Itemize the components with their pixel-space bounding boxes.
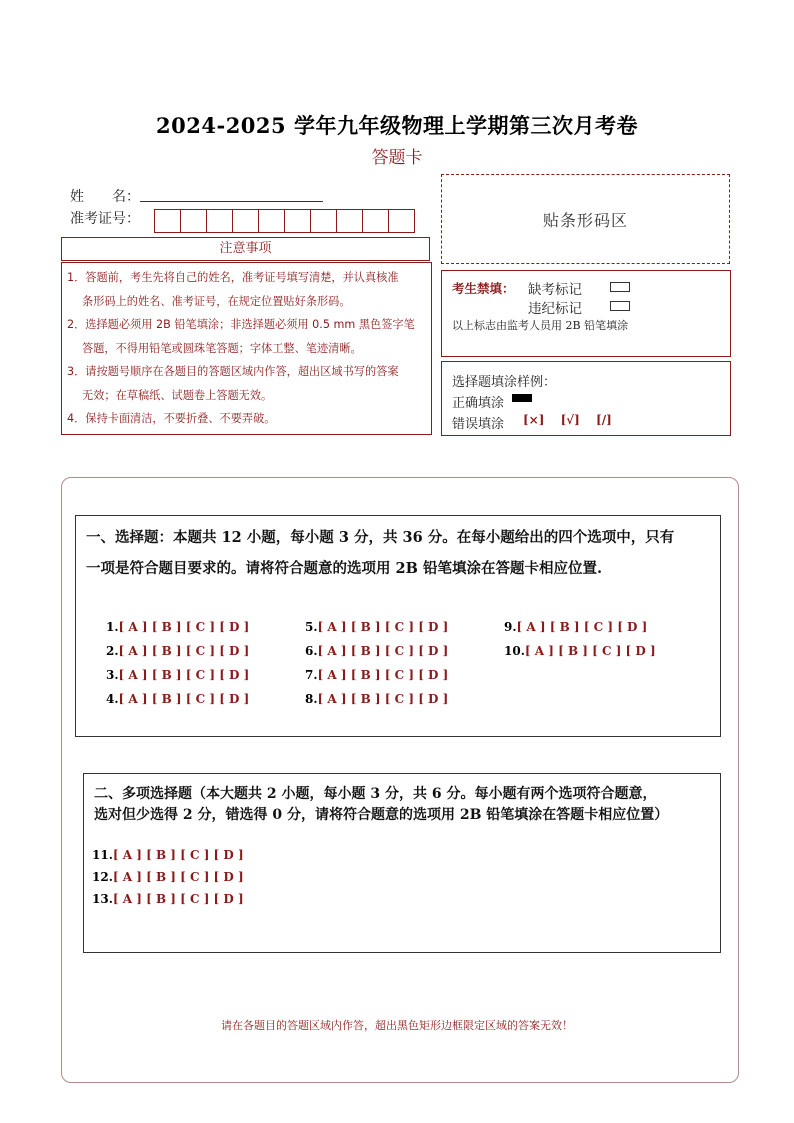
- exam-id-digit-box[interactable]: [232, 209, 259, 233]
- section-1-title-line1: 一、选择题：本题共 12 小题，每小题 3 分，共 36 分。在每小题给出的四个选项中，只有: [86, 529, 675, 546]
- absent-mark-label: 缺考标记: [528, 282, 582, 298]
- notice-item: 1．答题前，考生先将自己的姓名，准考证号填写清楚，并认真核准: [67, 271, 399, 284]
- section-2-title-line1: 二、多项选择题（本大题共 2 小题，每小题 3 分，共 6 分。每小题有两个选项符合题意，: [94, 786, 657, 802]
- section-1-box: [75, 515, 721, 737]
- question-row[interactable]: 1.[ A ] [ B ] [ C ] [ D ]: [106, 620, 250, 634]
- wrong-fill-marks: [523, 413, 624, 427]
- page-subtitle: 答题卡: [371, 148, 423, 168]
- notice-item: 答题，不得用铅笔或圆珠笔答题；字体工整、笔迹清晰。: [82, 341, 362, 355]
- exam-id-label: 准考证号：: [70, 211, 140, 227]
- question-row[interactable]: 5.[ A ] [ B ] [ C ] [ D ]: [305, 620, 449, 634]
- wrong-mark: [√]: [560, 413, 580, 427]
- correct-fill-mark: [512, 394, 532, 402]
- question-row[interactable]: 9.[ A ] [ B ] [ C ] [ D ]: [504, 620, 648, 634]
- absent-mark-box[interactable]: [610, 282, 630, 292]
- notice-heading: 注意事项: [61, 237, 430, 261]
- section-1-title-line2: 一项是符合题目要求的。请将符合题意的选项用 2B 铅笔填涂在答题卡相应位置.: [86, 560, 602, 577]
- question-row[interactable]: 3.[ A ] [ B ] [ C ] [ D ]: [106, 668, 250, 682]
- notice-body: [61, 262, 432, 435]
- exam-id-digit-box[interactable]: [388, 209, 415, 233]
- notice-item: 4．保持卡面清洁，不要折叠、不要弄破。: [67, 412, 276, 425]
- question-row[interactable]: 2.[ A ] [ B ] [ C ] [ D ]: [106, 644, 250, 658]
- exam-id-digit-box[interactable]: [362, 209, 389, 233]
- fill-sample-box: [441, 361, 731, 436]
- wrong-mark: [/]: [596, 413, 612, 427]
- name-label: 姓 名：: [70, 189, 140, 205]
- section-2-box: [83, 773, 721, 953]
- question-row[interactable]: 4.[ A ] [ B ] [ C ] [ D ]: [106, 692, 250, 706]
- exam-id-digit-box[interactable]: [180, 209, 207, 233]
- question-row[interactable]: 6.[ A ] [ B ] [ C ] [ D ]: [305, 644, 449, 658]
- examiner-only-box: [441, 270, 731, 357]
- barcode-label: 贴条形码区: [542, 210, 628, 230]
- question-row[interactable]: 12.[ A ] [ B ] [ C ] [ D ]: [92, 870, 244, 884]
- sample-title: 选择题填涂样例：: [452, 375, 557, 390]
- exam-id-digit-box[interactable]: [310, 209, 337, 233]
- exam-id-digit-box[interactable]: [258, 209, 285, 233]
- forbid-label: 考生禁填：: [452, 281, 515, 296]
- exam-id-digit-box[interactable]: [154, 209, 181, 233]
- violation-mark-box[interactable]: [610, 301, 630, 311]
- notice-item: 3．请按题号顺序在各题目的答题区域内作答，超出区域书写的答案: [67, 365, 399, 378]
- wrong-fill-label: 错误填涂: [452, 417, 505, 432]
- exam-id-digit-box[interactable]: [206, 209, 233, 233]
- exam-id-digit-box[interactable]: [284, 209, 311, 233]
- notice-item: 2．选择题必须用 2B 铅笔填涂；非选择题必须用 0.5 mm 黑色签字笔: [67, 318, 415, 331]
- question-row[interactable]: 10.[ A ] [ B ] [ C ] [ D ]: [504, 644, 656, 658]
- correct-fill-label: 正确填涂: [452, 396, 505, 411]
- page-title: 2024-2025 学年九年级物理上学期第三次月考卷: [156, 113, 638, 138]
- notice-item: 无效；在草稿纸、试题卷上答题无效。: [82, 388, 273, 402]
- barcode-area: [441, 174, 730, 264]
- question-row[interactable]: 13.[ A ] [ B ] [ C ] [ D ]: [92, 892, 244, 906]
- name-field[interactable]: [140, 200, 323, 202]
- question-row[interactable]: 11.[ A ] [ B ] [ C ] [ D ]: [92, 848, 244, 862]
- section-2-title-line2: 选对但少选得 2 分，错选得 0 分，请将符合题意的选项用 2B 铅笔填涂在答题卡相应位置）: [94, 807, 669, 823]
- question-row[interactable]: 8.[ A ] [ B ] [ C ] [ D ]: [305, 692, 449, 706]
- forbid-note: 以上标志由监考人员用 2B 铅笔填涂: [452, 319, 629, 332]
- question-row[interactable]: 7.[ A ] [ B ] [ C ] [ D ]: [305, 668, 449, 682]
- footer-warning: 请在各题目的答题区域内作答，超出黑色矩形边框限定区域的答案无效！: [221, 1019, 573, 1032]
- exam-id-digit-box[interactable]: [336, 209, 363, 233]
- violation-mark-label: 违纪标记: [528, 301, 582, 317]
- exam-id-boxes[interactable]: [155, 209, 415, 233]
- wrong-mark: [×]: [523, 413, 545, 427]
- notice-item: 条形码上的姓名、准考证号，在规定位置贴好条形码。: [82, 294, 351, 308]
